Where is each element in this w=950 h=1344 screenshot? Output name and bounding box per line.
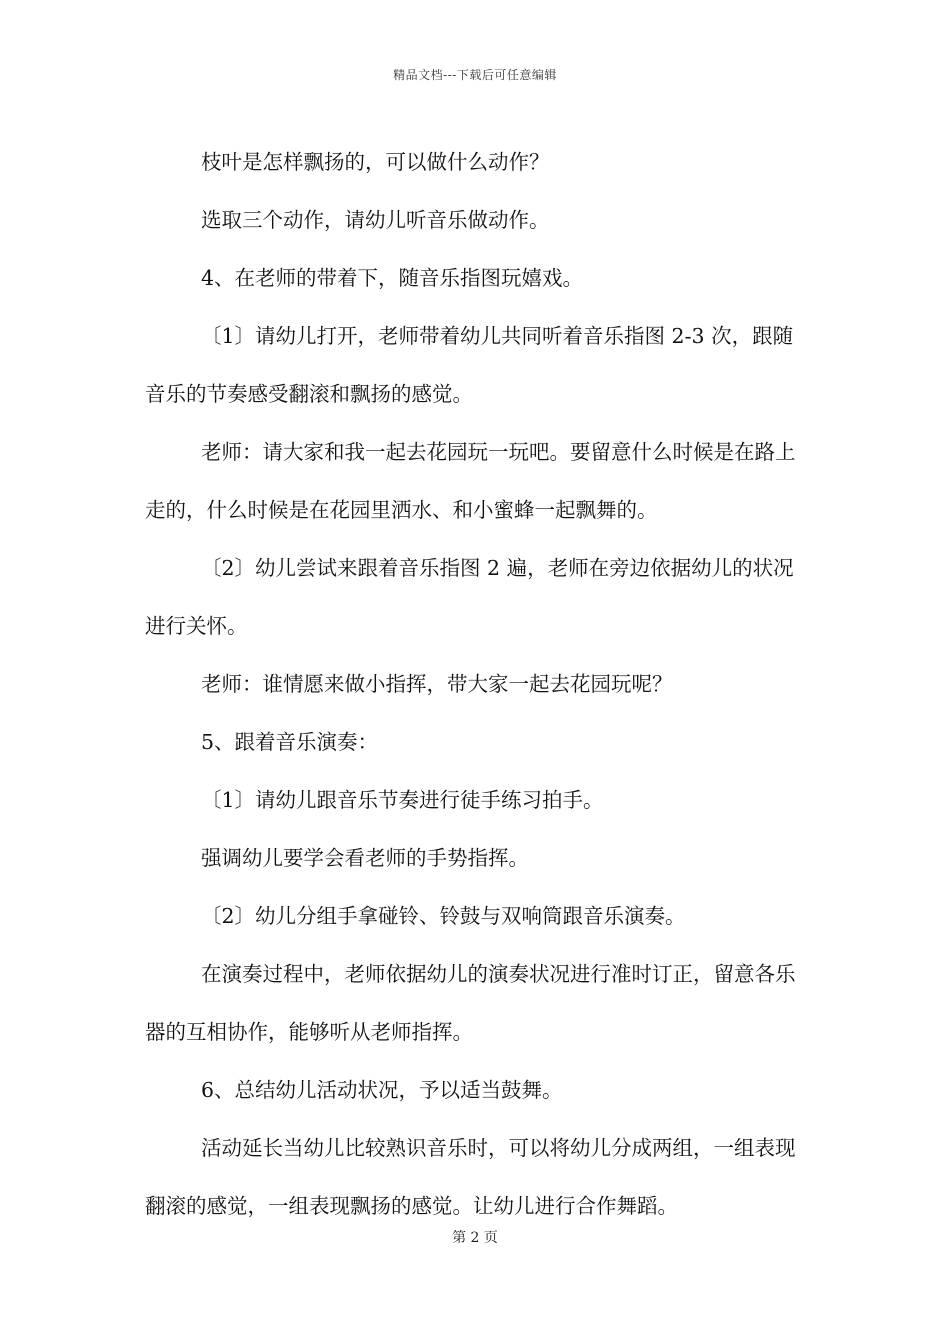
document-body xyxy=(145,133,805,1235)
paragraph: 5、跟着音乐演奏： xyxy=(201,730,379,754)
paragraph: 选取三个动作，请幼儿听音乐做动作。 xyxy=(201,208,550,232)
paragraph: 4、在老师的带着下，随音乐指图玩嬉戏。 xyxy=(201,266,584,290)
paragraph: 6、总结幼儿活动状况，予以适当鼓舞。 xyxy=(201,1078,563,1102)
paragraph: 〔1〕请幼儿跟音乐节奏进行徒手练习拍手。 xyxy=(201,788,604,812)
paragraph: 枝叶是怎样飘扬的，可以做什么动作？ xyxy=(201,150,550,174)
page-header: 精品文档---下载后可任意编辑 xyxy=(393,68,557,82)
paragraph: 活动延长当幼儿比较熟识音乐时，可以将幼儿分成两组，一组表现翻滚的感觉，一组表现飘扬的感觉。让幼儿进行合作舞蹈。 xyxy=(145,1136,796,1218)
paragraph: 在演奏过程中，老师依据幼儿的演奏状况进行准时订正，留意各乐器的互相协作，能够听从老师指挥。 xyxy=(145,962,796,1044)
paragraph: 〔1〕请幼儿打开，老师带着幼儿共同听着音乐指图 2-3 次，跟随音乐的节奏感受翻滚和飘扬的感觉。 xyxy=(145,324,794,406)
paragraph: 老师：请大家和我一起去花园玩一玩吧。要留意什么时候是在路上走的，什么时候是在花园里洒水、和小蜜蜂一起飘舞的。 xyxy=(145,440,796,522)
paragraph: 老师：谁情愿来做小指挥，带大家一起去花园玩呢？ xyxy=(201,672,673,696)
paragraph: 强调幼儿要学会看老师的手势指挥。 xyxy=(201,846,529,870)
paragraph: 〔2〕幼儿尝试来跟着音乐指图 2 遍，老师在旁边依据幼儿的状况进行关怀。 xyxy=(145,556,794,638)
page-number: 第 2 页 xyxy=(452,1230,498,1246)
paragraph: 〔2〕幼儿分组手拿碰铃、铃鼓与双响筒跟音乐演奏。 xyxy=(201,904,686,928)
